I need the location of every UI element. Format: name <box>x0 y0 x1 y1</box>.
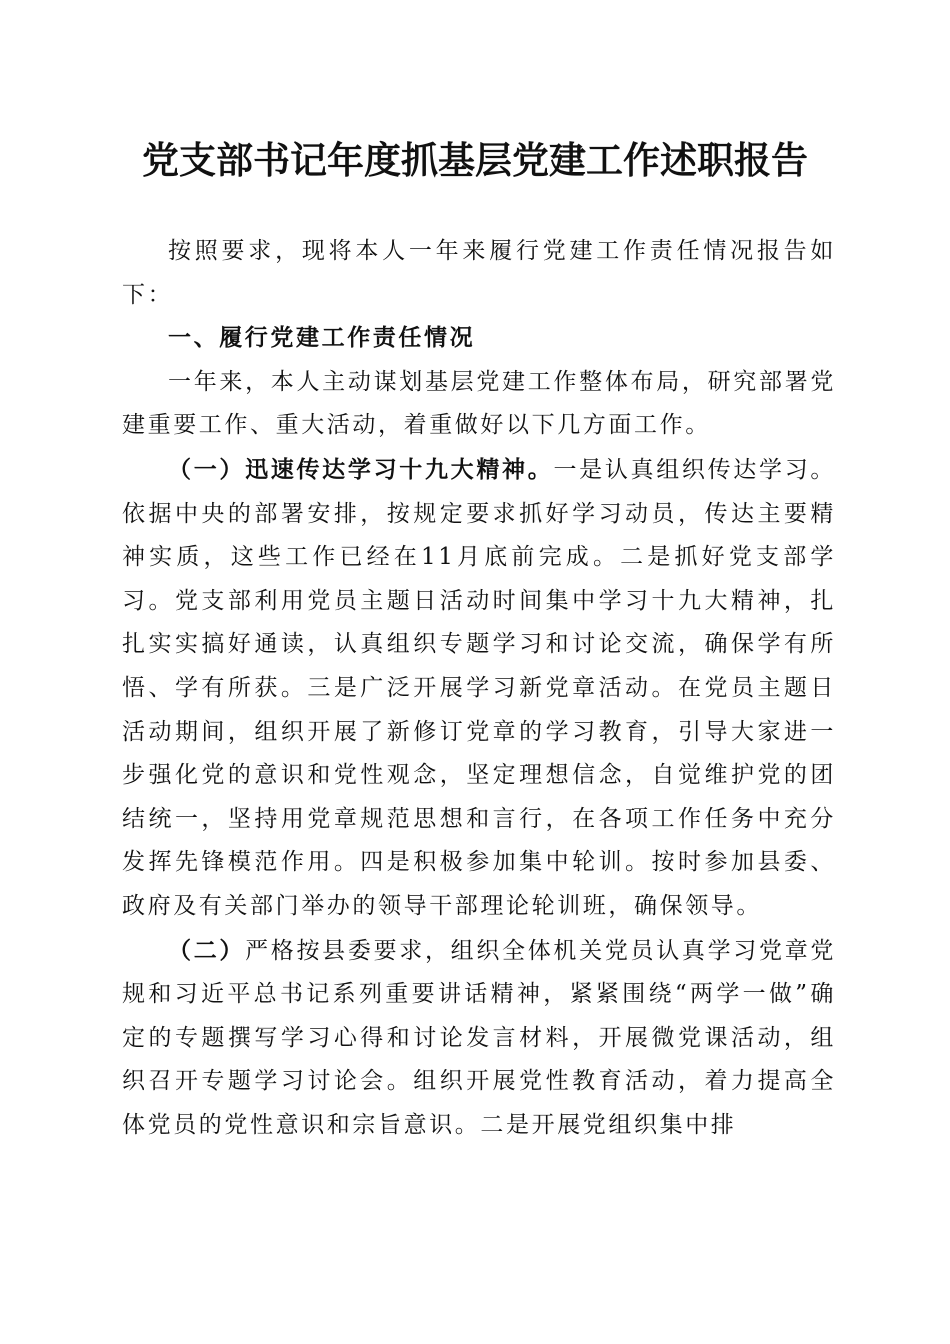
item-1-paragraph <box>122 448 836 929</box>
item-1-lead: （一）迅速传达学习十九大精神。 <box>168 455 554 483</box>
overview-paragraph: 一年来，本人主动谋划基层党建工作整体布局，研究部署党建重要工作、重大活动，着重做好以下几方面工作。 <box>122 368 836 439</box>
document-title: 党支部书记年度抓基层党建工作述职报告 <box>142 138 808 182</box>
item-2-paragraph <box>122 929 836 1148</box>
item-2-text: 严格按县委要求，组织全体机关党员认真学习党章党规和习近平总书记系列重要讲话精神，紧紧围绕“两学一做”确定的专题撰写学习心得和讨论发言材料，开展微党课活动，组织召开专题学习讨论会。组织开展党性教育活动，着力提高全体党员的党性意识和宗旨意识。二是开展党组织集中排 <box>122 937 836 1138</box>
document-body <box>122 230 836 1147</box>
section-heading: 一、履行党建工作责任情况 <box>168 325 476 352</box>
item-1-text: 一是认真组织传达学习。依据中央的部署安排，按规定要求抓好学习动员，传达主要精神实质，这些工作已经在11月底前完成。二是抓好党支部学习。党支部利用党员主题日活动时间集中学习十九大精神，扎扎实实搞好通读，认真组织专题学习和讨论交流，确保学有所悟、学有所获。三是广泛开展学习新党章活动。在党员主题日活动期间，组织开展了新修订党章的学习教育，引导大家进一步强化党的意识和党性观念，坚定理想信念，自觉维护党的团结统一，坚持用党章规范思想和言行，在各项工作任务中充分发挥先锋模范作用。四是积极参加集中轮训。按时参加县委、政府及有关部门举办的领导干部理论轮训班，确保领导。 <box>122 456 836 919</box>
intro-paragraph: 按照要求，现将本人一年来履行党建工作责任情况报告如下： <box>122 238 836 308</box>
item-2-lead: （二） <box>168 936 246 964</box>
